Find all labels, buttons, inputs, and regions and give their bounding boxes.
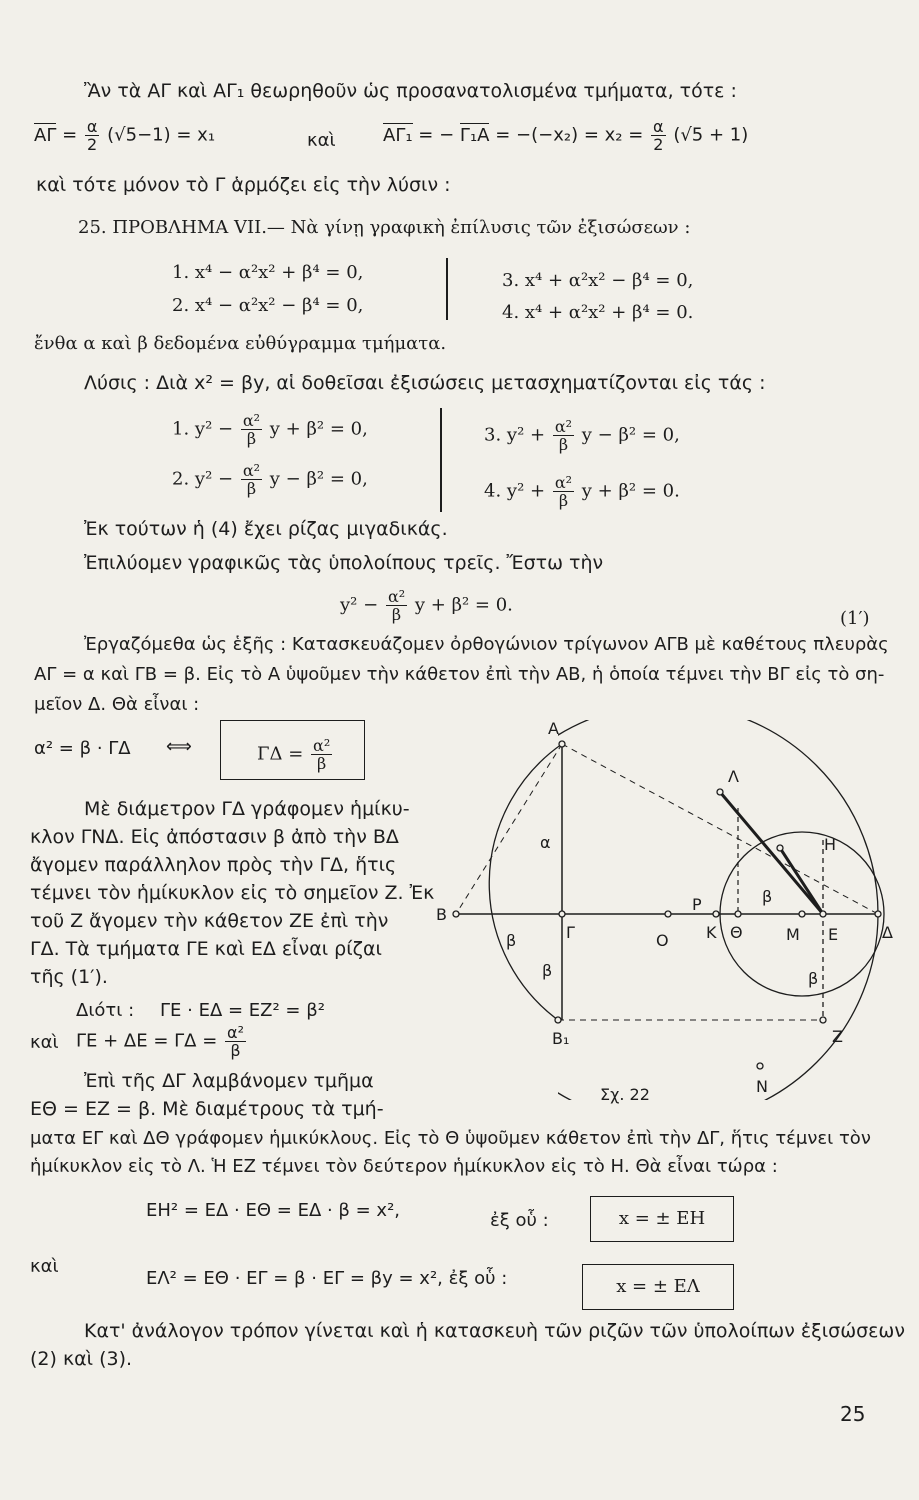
label-e: Ε (828, 925, 839, 944)
quartic-eq-3: 3. x⁴ + α²x² − β⁴ = 0, (502, 270, 694, 291)
label-l: Λ (728, 767, 739, 786)
col-line-11: ἡμίκυκλον εἰς τὸ Λ. Ἡ ΕΖ τέμνει τὸν δεύτερον ἡμίκυκλον εἰς τὸ Η. Θὰ εἶναι τώρα : (30, 1156, 778, 1177)
page-number: 25 (840, 1402, 866, 1426)
kai-2: καὶ (30, 1032, 59, 1053)
boxed-x-eh: x = ± ΕΗ (590, 1196, 734, 1242)
equation-tag: (1′) (840, 608, 870, 629)
label-beta-mid: β (542, 961, 553, 980)
quad-eq-3: 3. y² + $\frac{\text{α²}}{\beta}$ y − β² = 0, (484, 417, 680, 454)
label-b1: Β₁ (552, 1029, 570, 1048)
label-h: Η (824, 835, 837, 854)
problem-heading: 25. ΠΡΟΒΛΗΜΑ VII.— Νὰ γίνῃ γραφικὴ ἐπίλυσις τῶν ἐξισώσεων : (78, 217, 691, 238)
label-alpha: α (540, 833, 551, 852)
quartic-eq-1: 1. x⁴ − α²x² + β⁴ = 0, (172, 262, 364, 283)
label-n: Ν (756, 1077, 768, 1096)
label-z: Ζ (832, 1027, 843, 1046)
figure-caption: Σχ. 22 (600, 1085, 650, 1104)
equation-ag: ΑΓ = $\frac{\alpha}{2}$ (√5−1) = x₁ (34, 117, 216, 154)
quad-eq-4: 4. y² + $\frac{\text{α²}}{\beta}$ y + β² = 0. (484, 473, 680, 510)
col-line-9: ΕΘ = ΕΖ = β. Μὲ διαμέτρους τὰ τμή- (30, 1098, 384, 1120)
figure-22 (430, 720, 900, 1110)
line-ad (562, 744, 878, 914)
kai-3: καὶ (30, 1256, 59, 1277)
closing-line-2: (2) καὶ (3). (30, 1348, 133, 1370)
formula-eh-from: ἐξ οὗ : (490, 1210, 549, 1231)
quad-eq-1: 1. y² − $\frac{\text{α²}}{\beta}$ y + β² = 0, (172, 411, 368, 448)
para-work-3: μεῖον Δ. Θὰ εἶναι : (34, 694, 200, 715)
equation-1prime: y² − $\frac{\text{α²}}{\beta}$ y + β² = 0. (340, 587, 513, 624)
intro-line-3: καὶ τότε μόνον τὸ Γ ἁρμόζει εἰς τὴν λύσιν : (36, 174, 451, 196)
label-p: Ρ (692, 895, 702, 914)
quartic-eq-4: 4. x⁴ + α²x² + β⁴ = 0. (502, 302, 694, 323)
label-beta-left: β (506, 931, 517, 950)
divider (446, 258, 448, 320)
para-work-2: ΑΓ = α καὶ ΓΒ = β. Εἰς τὸ Α ὑψοῦμεν τὴν κάθετον ἐπὶ τὴν ΑΒ, ἡ ὁποία τέμνει τὴν ΒΓ εἰς τὸ ση- (34, 664, 885, 685)
col-line-3: ἄγομεν παράλληλον πρὸς τὴν ΓΔ, ἥτις (30, 854, 397, 876)
formula-eh: ΕΗ² = ΕΔ · ΕΘ = ΕΔ · β = x², (146, 1200, 401, 1221)
solution-line: Λύσις : Διὰ x² = βy, αἱ δοθεῖσαι ἐξισώσεις μετασχηματίζονται εἰς τάς : (84, 372, 766, 394)
col-line-7: τῆς (1′). (30, 966, 108, 988)
label-a: Α (548, 720, 559, 738)
label-beta-top: β (762, 887, 773, 906)
col-line-10: ματα ΕΓ καὶ ΔΘ γράφομεν ἡμικύκλους. Εἰς τὸ Θ ὑψοῦμεν κάθετον ἐπὶ τὴν ΔΓ, ἥτις τέμνει τὸν (30, 1128, 871, 1149)
equation-ag1: ΑΓ₁ = − Γ₁Α = −(−x₂) = x₂ = $\frac{\alpha}{2}$ (√5 + 1) (383, 117, 749, 154)
label-k: Κ (706, 923, 717, 942)
para-solve: Ἐπιλύομεν γραφικῶς τὰς ὑπολοίπους τρεῖς. Ἔστω τὴν (84, 552, 604, 574)
boxed-gd: ΓΔ = $\frac{\text{α²}}{\beta}$ (220, 720, 365, 780)
label-th: Θ (730, 923, 743, 942)
label-b: Β (436, 905, 447, 924)
para-work-1: Ἐργαζόμεθα ὡς ἑξῆς : Κατασκευάζομεν ὀρθογώνιον τρίγωνον ΑΓΒ μὲ καθέτους πλευρὰς (84, 634, 889, 655)
label-d: Δ (882, 923, 893, 942)
label-beta-low: β (808, 969, 819, 988)
label-m: Μ (786, 925, 800, 944)
where-clause: ἔνθα α καὶ β δεδομένα εὐθύγραμμα τμήματα. (34, 333, 447, 354)
line-ab (456, 744, 562, 914)
divider-2 (440, 408, 442, 512)
label-g: Γ (566, 923, 575, 942)
word-kai: καὶ (307, 130, 336, 151)
sum-relation: ΓΕ + ΔΕ = ΓΔ = $\frac{\text{α²}}{\beta}$ (76, 1023, 244, 1060)
equivalence-arrow: ⟺ (166, 736, 192, 757)
col-line-2: κλον ΓΝΔ. Εἰς ἀπόστασιν β ἀπὸ τὴν ΒΔ (30, 826, 399, 848)
col-line-6: ΓΔ. Τὰ τμήματα ΓΕ καὶ ΕΔ εἶναι ρίζαι (30, 938, 382, 960)
para-complex: Ἐκ τούτων ἡ (4) ἔχει ρίζας μιγαδικάς. (84, 518, 448, 540)
closing-line-1: Κατ' ἀνάλογον τρόπον γίνεται καὶ ἡ κατασκευὴ τῶν ριζῶν τῶν ὑπολοίπων ἐξισώσεων (84, 1320, 905, 1342)
product-relation: ΓΕ · ΕΔ = ΕΖ² = β² (160, 1000, 325, 1021)
formula-el: ΕΛ² = ΕΘ · ΕΓ = β · ΕΓ = βy = x², ἐξ οὗ : (146, 1268, 508, 1289)
col-line-1: Μὲ διάμετρον ΓΔ γράφομεν ἡμίκυ- (84, 798, 410, 820)
label-o: Ο (656, 931, 669, 950)
relation-left: α² = β · ΓΔ (34, 738, 131, 759)
dioti: Διότι : (76, 1000, 135, 1021)
quartic-eq-2: 2. x⁴ − α²x² − β⁴ = 0, (172, 295, 364, 316)
col-line-4: τέμνει τὸν ἡμίκυκλον εἰς τὸ σημεῖον Ζ. Ἐκ (30, 882, 435, 904)
quad-eq-2: 2. y² − $\frac{\text{α²}}{\beta}$ y − β² = 0, (172, 461, 368, 498)
col-line-8: Ἐπὶ τῆς ΔΓ λαμβάνομεν τμῆμα (84, 1070, 374, 1092)
col-line-5: τοῦ Ζ ἄγομεν τὴν κάθετον ΖΕ ἐπὶ τὴν (30, 910, 389, 932)
intro-line-1: Ἂν τὰ ΑΓ καὶ ΑΓ₁ θεωρηθοῦν ὡς προσανατολισμένα τμήματα, τότε : (84, 80, 737, 102)
boxed-x-el: x = ± ΕΛ (582, 1264, 734, 1310)
